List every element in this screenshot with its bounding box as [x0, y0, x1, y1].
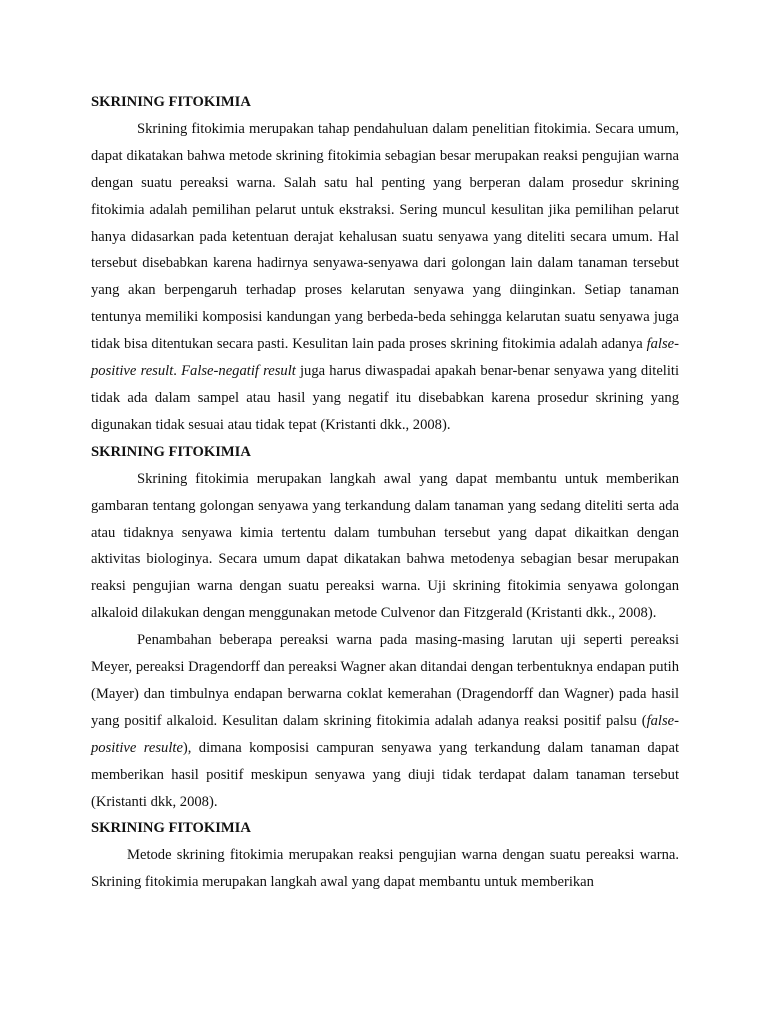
document-page [91, 89, 679, 896]
section-1-paragraph-1 [91, 116, 679, 439]
section-heading-3: SKRINING FITOKIMIA [91, 820, 251, 837]
italic-term-false-positive-resulte: false-positive resulte [91, 712, 679, 756]
section-2-paragraph-2 [91, 627, 679, 815]
text-run: Penambahan beberapa pereaksi warna pada masing-masing larutan uji seperti pereaksi Meyer, pereaksi Dragendorff dan pereaksi Wagner akan ditandai dengan terbentuknya endapan putih (Mayer) dan timbulnya endapan berwarna coklat kemerahan (Dragendorff dan Wagner) pada hasil yang positif alkaloid. Kesulitan dalam skrining fitokimia adalah adanya reaksi positif palsu ( [91, 632, 679, 729]
section-heading-2: SKRINING FITOKIMIA [91, 443, 251, 460]
section-2-paragraph-1: Skrining fitokimia merupakan langkah awal yang dapat membantu untuk memberikan gambaran tentang golongan senyawa yang terkandung dalam tanaman yang sedang diteliti serta ada atau tidaknya senyawa kimia tertentu dalam tumbuhan tersebut yang dapat dikaitkan dengan aktivitas biologinya. Secara umum dapat dikatakan bahwa metodenya sebagian besar merupakan reaksi pengujian warna dengan suatu pereaksi warna. Uji skrining fitokimia senyawa golongan alkaloid dilakukan dengan menggunakan metode Culvenor dan Fitzgerald (Kristanti dkk., 2008). [91, 470, 679, 622]
section-3-paragraph-1: Metode skrining fitokimia merupakan reaksi pengujian warna dengan suatu pereaksi warna. Skrining fitokimia merupakan langkah awal yang dapat membantu untuk memberikan [91, 847, 679, 891]
section-heading-1: SKRINING FITOKIMIA [91, 94, 251, 110]
italic-term-false-negatif: False-negatif result [181, 363, 296, 380]
italic-term-false-positive: false-positive result [91, 336, 679, 380]
text-run: juga harus diwaspadai apakah benar-benar senyawa yang diteliti tidak ada dalam sampel atau hasil yang negatif itu disebabkan karena prosedur skrining yang digunakan tidak sesuai atau tidak tepat (Kristanti dkk., 2008). [91, 363, 680, 433]
text-run: ), dimana komposisi campuran senyawa yang terkandung dalam tanaman dapat memberikan hasil positif meskipun senyawa yang diuji tidak terdapat dalam tanaman tersebut (Kristanti dkk, 2008). [91, 739, 680, 810]
text-run: . [173, 363, 182, 380]
text-run: Skrining fitokimia merupakan tahap pendahuluan dalam penelitian fitokimia. Secara umum, dapat dikatakan bahwa metode skrining fitokimia sebagian besar merupakan reaksi pengujian warna dengan suatu pereaksi warna. Salah satu hal penting yang berperan dalam prosedur skrining fitokimia adalah pemilihan pelarut untuk ekstraksi. Sering muncul kesulitan jika pemilihan pelarut hanya didasarkan pada ketentuan derajat kehalusan suatu senyawa yang diteliti secara umum. Hal tersebut disebabkan karena hadirnya senyawa-senyawa dari golongan lain dalam tanaman tersebut yang akan berpengaruh terhadap proses kelarutan senyawa yang diinginkan. Setiap tanaman tentunya memiliki komposisi kandungan yang berbeda-beda sehingga kelarutan suatu senyawa juga tidak bisa ditentukan secara pasti. Kesulitan lain pada proses skrining fitokimia adalah adanya [91, 120, 679, 353]
